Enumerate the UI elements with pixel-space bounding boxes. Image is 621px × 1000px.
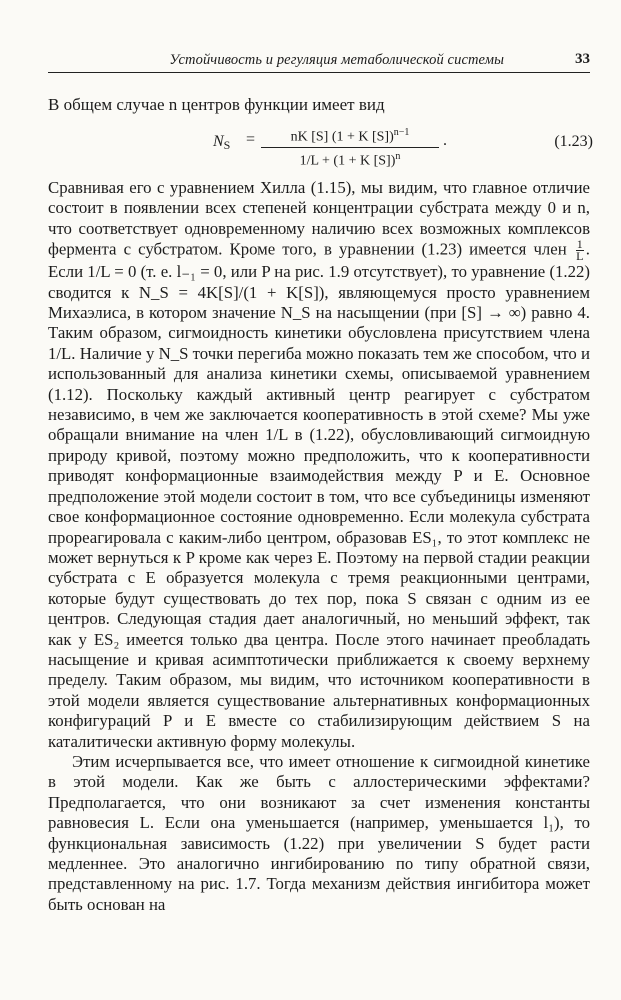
paragraph-1-start: Сравнивая его с уравнением Хилла (1.15), мы видим, что главное отличие состоит в появлении всех степеней концентрации субстрата между 0 и n, что соответствует одновременному наличию всех возможных комплексов фермента с субстратом. Кроме того, в уравнении (1.23) имеется член <box>48 178 590 259</box>
equation-period: . <box>443 132 447 149</box>
equation-number: (1.23) <box>554 133 593 150</box>
equation-lhs: $N_S$ <box>213 133 231 152</box>
paragraph-1-rest: . Если 1/L = 0 (т. е. l₋₁ = 0, или P на рис. 1.9 отсутствует), то уравнение (1.22) сводится к N_S = 4K[S]/(1 + K[S]), являющемуся просто уравнением Михаэлиса, в котором значение N_S на насыщении (при [S] → ∞) равно 4. Таким образом, сигмоидность кинетики обусловлена присутствием члена 1/L. Наличие у N_S точки перегиба можно показать тем же способом, что и использованный для анализа кинетики схемы, описываемой уравнением (1.12). Поскольку каждый активный центр реагирует с субстратом независимо, в чем же заключается кооперативность в этой схеме? Мы уже обращали внимание на член 1/L в (1.22), обусловливающий сигмоидную природу кривой, поэтому можно предположить, что к кооперативности приводят конформационные взаимодействия между P и E. Основное предположение этой модели состоит в том, что все субъединицы изменяют свое конформационное состояние одновременно. Если молекула субстрата прореагировала с каким-либо центром, образовав ES₁, то этот комплекс не может вернуться к P кроме как через E. Поэтому на первой стадии реакции субстрата с E образуется молекула с тремя реакционными центрами, которые будут существовать до тех пор, пока S связан с одним из ее центров. Следующая стадия дает аналогичный, но меньший эффект, так как у ES₂ имеется только два центра. После этого начинает преобладать насыщение и кривая асимптотически приближается к своему верхнему пределу. Таким образом, мы видим, что источником кооперативности в этой модели является существование альтернативных конформационных конфигураций P и E вместе со стабилизирующим действием S на каталитически активную форму молекулы. <box>48 239 590 751</box>
equation-numerator: nK [S] (1 + K [S])$^{n-1}$ <box>261 124 439 148</box>
body-text <box>48 178 590 915</box>
running-header <box>48 50 590 73</box>
page-number: 33 <box>575 51 590 67</box>
paragraph-2: Этим исчерпывается все, что имеет отношение к сигмоидной кинетике в этой модели. Как же быть с аллостерическими эффектами? Предполагается, что они возникают за счет изменения константы равновесия L. Если она уменьшается (например, уменьшается l₁), то функциональная зависимость (1.22) при увеличении S будет расти медленнее. Это аналогично ингибированию по типу обратной связи, представленному на рис. 1.7. Тогда механизм действия ингибитора может быть основан на <box>48 751 590 914</box>
equation-1-23 <box>213 124 593 169</box>
intro-line: В общем случае n центров функции имеет вид <box>48 95 385 114</box>
equation-denominator: 1/L + (1 + K [S])$^n$ <box>299 150 401 169</box>
equation-fraction <box>261 124 439 170</box>
equals-sign: = <box>246 131 256 148</box>
paragraph-1 <box>48 178 590 752</box>
inline-fraction-1-over-L: $\frac{1}{L}$ <box>576 237 584 264</box>
running-title: Устойчивость и регуляция метаболической системы <box>169 52 504 68</box>
